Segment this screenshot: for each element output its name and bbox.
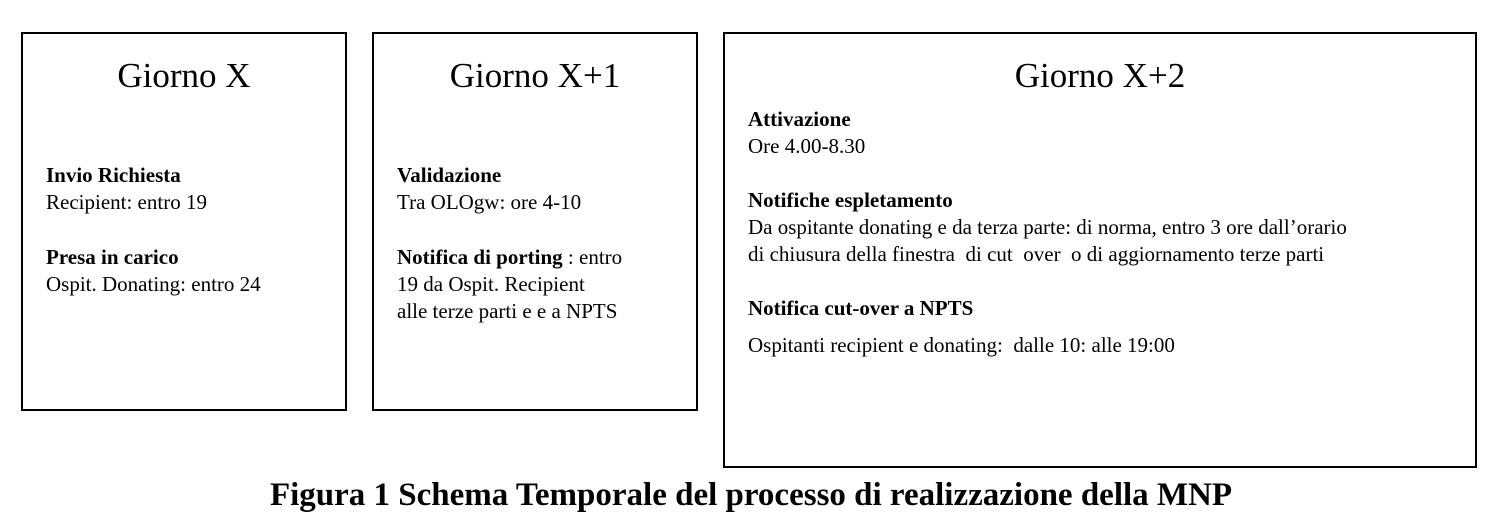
day-x-box bbox=[21, 32, 347, 411]
notifica-porting-heading: Notifica di porting bbox=[397, 245, 563, 269]
notifica-porting-line1 bbox=[397, 244, 676, 271]
notifica-porting-line3: alle terze parti e e a NPTS bbox=[397, 299, 618, 323]
invio-richiesta-heading: Invio Richiesta bbox=[46, 163, 181, 187]
notifica-porting-after: : entro bbox=[562, 245, 623, 269]
day-x-title: Giorno X bbox=[117, 56, 251, 95]
espletamento-line2: di chiusura della finestra di cut over o di aggiornamento terze parti bbox=[748, 242, 1325, 266]
attivazione-heading: Attivazione bbox=[748, 107, 851, 131]
day-x2-box bbox=[723, 32, 1477, 468]
day-x2-title: Giorno X+2 bbox=[1014, 56, 1186, 95]
day-x1-content bbox=[397, 162, 676, 325]
cutover-heading: Notifica cut-over a NPTS bbox=[748, 296, 974, 320]
validazione-heading: Validazione bbox=[397, 163, 502, 187]
espletamento-heading: Notifiche espletamento bbox=[748, 188, 953, 212]
invio-richiesta-text: Recipient: entro 19 bbox=[46, 190, 207, 214]
attivazione-text: Ore 4.00-8.30 bbox=[748, 134, 866, 158]
validazione-text: Tra OLOgw: ore 4-10 bbox=[397, 190, 582, 214]
presa-in-carico-text: Ospit. Donating: entro 24 bbox=[46, 272, 261, 296]
figure-caption: Figura 1 Schema Temporale del processo di realizzazione della MNP bbox=[269, 477, 1233, 513]
espletamento-line1: Da ospitante donating e da terza parte: di norma, entro 3 ore dall’orario bbox=[748, 215, 1347, 239]
day-x-content bbox=[46, 162, 325, 298]
day-x2-content bbox=[748, 106, 1453, 359]
notifica-porting-line2: 19 da Ospit. Recipient bbox=[397, 272, 585, 296]
day-x1-title: Giorno X+1 bbox=[449, 56, 621, 95]
presa-in-carico-heading: Presa in carico bbox=[46, 245, 179, 269]
cutover-text: Ospitanti recipient e donating: dalle 10: alle 19:00 bbox=[748, 333, 1175, 357]
day-x1-box bbox=[372, 32, 698, 411]
